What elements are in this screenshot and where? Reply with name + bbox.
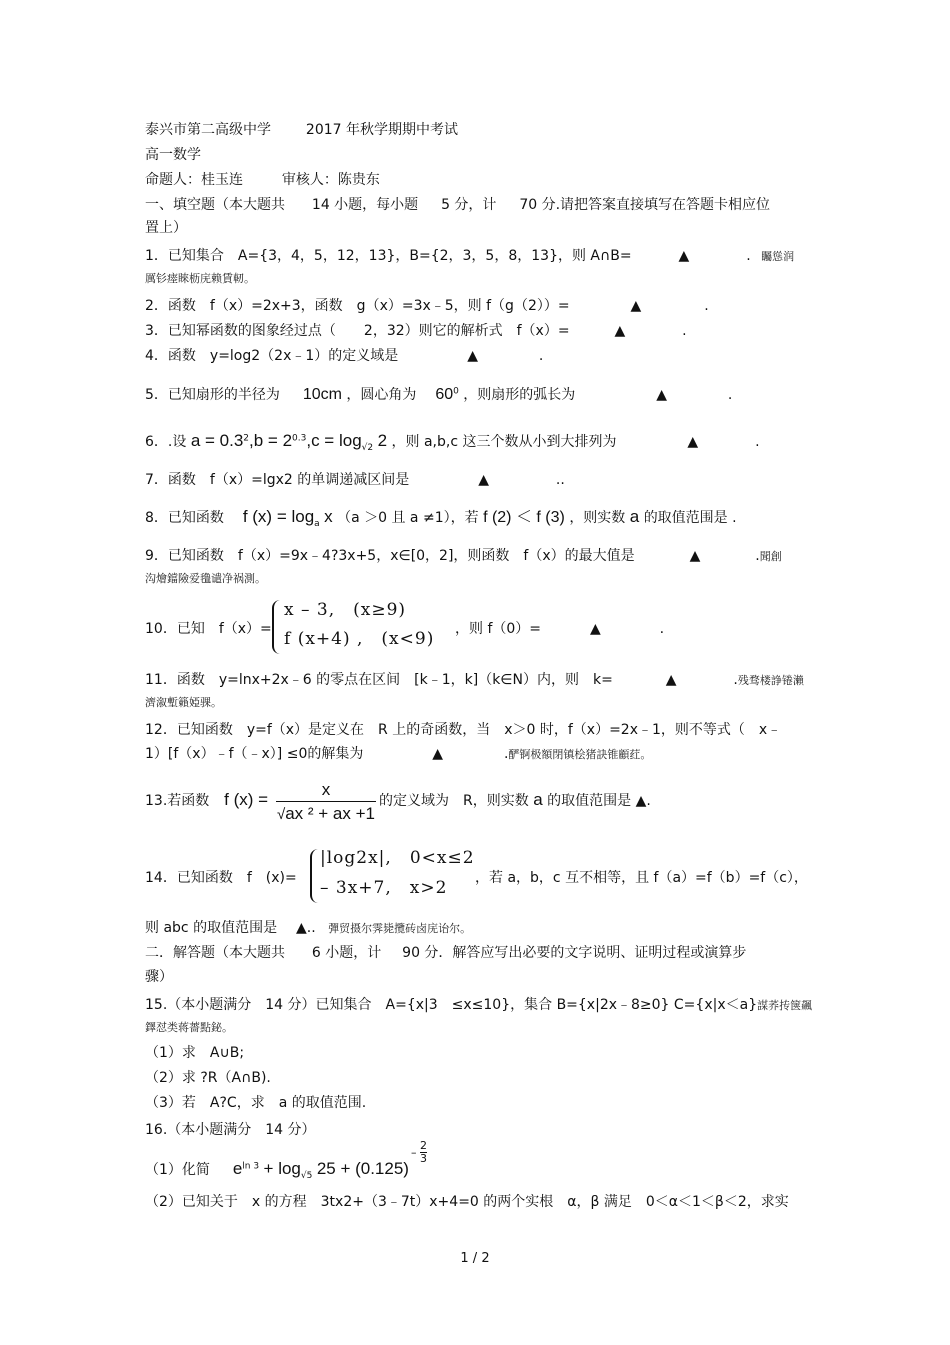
section2-title-cont: 骤） <box>145 969 173 985</box>
answer-triangle-icon: ▲ <box>689 548 701 564</box>
question-6 <box>145 432 760 451</box>
q13-function: f (x) = <box>224 790 269 809</box>
section2-title-c: 90 分．解答应写出必要的文字说明、证明过程或演算步 <box>402 945 747 961</box>
section1-title-b: 14 小题，每小题 <box>311 197 419 213</box>
q13-denominator: √ax ² + ax +1 <box>276 804 375 823</box>
q2-tail: . <box>704 298 709 314</box>
question-13-tail <box>379 791 651 810</box>
answer-triangle-icon: ▲ <box>467 348 478 364</box>
q13-text-c: 的取值范围是 <box>547 793 632 809</box>
q14-piece-1: |log2x|, 0<x≤2 <box>320 848 475 868</box>
question-8 <box>145 508 737 527</box>
q11-garble-1: 残骛楼諍锩瀨 <box>737 674 804 687</box>
q6-tail: . <box>755 434 760 450</box>
question-16: 16.（本小题满分 14 分） <box>145 1122 316 1138</box>
section2-title-b: 6 小题，计 <box>311 945 382 961</box>
q5-radius: 10cm <box>302 386 342 403</box>
q6-expr-b: ,b = 2 <box>249 431 293 450</box>
q16-log-base: √5 <box>300 1170 313 1181</box>
question-7 <box>145 471 565 489</box>
question-11 <box>145 671 804 690</box>
answer-triangle-icon: ▲ <box>614 323 626 339</box>
section2-title <box>145 944 746 962</box>
q8-var: a <box>629 507 640 526</box>
q6-expr-a: a = 0.3 <box>190 431 244 450</box>
question-5 <box>145 386 732 404</box>
q5-text-c: ，则扇形的弧长为 <box>463 387 576 403</box>
exam-name: 2017 年秋学期期中考试 <box>305 122 458 138</box>
q2-text: 2．函数 f（x）=2x+3，函数 g（x）=3x﹣5，则 f（g（2））= <box>145 298 570 314</box>
q15-part-2: （2）求 ?R（A∩B). <box>145 1070 271 1086</box>
q8-text-b: ，则实数 <box>569 510 626 526</box>
q6-exp-a: 2 <box>243 433 250 444</box>
q6-val-c: 2 <box>377 431 388 450</box>
answer-triangle-icon: ▲ <box>678 248 690 264</box>
question-12-line2 <box>145 745 651 764</box>
q7-text: 7．函数 f（x）=lgx2 的单调递减区间是 <box>145 472 410 488</box>
answer-triangle-icon: ▲ <box>478 472 489 488</box>
q6-sub-c: √2 <box>361 442 374 453</box>
q8-text-a: 8．已知函数 <box>145 510 224 526</box>
q14-piece-2: – 3x+7, x>2 <box>320 878 448 898</box>
q1-tail: . <box>746 248 751 264</box>
q13-tail: . <box>646 793 651 809</box>
q6-expr-c: ,c = log <box>306 431 362 450</box>
q13-var: a <box>533 790 543 809</box>
q5-degree: 0 <box>453 386 459 397</box>
q5-text-a: 5．已知扇形的半径为 <box>145 387 280 403</box>
section1-title <box>145 196 770 214</box>
q6-exp-b: 0.3 <box>292 433 307 444</box>
q16-ln3: ln 3 <box>242 1161 260 1172</box>
q16-e: e <box>232 1159 243 1178</box>
q14-garble: 彈贸摄尔霁毙攬砖卤庑诒尔。 <box>328 922 472 935</box>
q10-tail: . <box>659 621 665 637</box>
answer-triangle-icon: ▲ <box>630 298 642 314</box>
answer-triangle-icon: ▲ <box>635 793 647 809</box>
subject-title: 高一数学 <box>145 147 201 163</box>
q13-denominator-text: ax ² + ax +1 <box>285 804 375 823</box>
question-15 <box>145 996 812 1015</box>
question-12-line1: 12．已知函数 y=f（x）是定义在 R 上的奇函数，当 x＞0 时，f（x）=2x﹣1，则不等式（ x﹣ <box>145 722 782 738</box>
q16-exp-frac <box>420 1140 427 1165</box>
q16-exp-den: 3 <box>420 1152 427 1165</box>
q13-text-a: 13.若函数 <box>145 793 210 809</box>
q5-angle: 60 <box>435 386 454 403</box>
q16-part-2: （2）已知关于 x 的方程 3tx2+（3﹣7t）x+4=0 的两个实根 α，β 满足 0＜α＜1＜β＜2，求实 <box>145 1194 789 1210</box>
q12-text-line2: 1）[f（x）﹣f（﹣x）] ≤0的解集为 <box>145 746 364 762</box>
q3-tail: . <box>682 323 687 339</box>
question-4 <box>145 347 543 365</box>
section1-title-cont: 置上） <box>145 220 187 236</box>
page-number: 1 / 2 <box>460 1251 490 1266</box>
q10-piece-2: f (x+4) , (x<9) <box>284 629 435 649</box>
q1-garble-2: 厲钐瘗睞枥庑赖賃軔。 <box>145 272 255 285</box>
q4-tail: . <box>538 348 544 364</box>
q8-base: a <box>314 518 320 529</box>
q16-part-1 <box>145 1160 409 1179</box>
q11-tail: . <box>733 672 738 688</box>
section1-title-a: 一、填空题（本大题共 <box>145 197 285 213</box>
answer-triangle-icon: ▲ <box>687 434 699 450</box>
q14-brace <box>310 849 318 903</box>
answer-triangle-icon: ▲ <box>665 672 677 688</box>
q8-text-c: 的取值范围是 <box>643 510 728 526</box>
author: 命题人：桂玉连 <box>145 172 243 188</box>
q16-p1-label: （1）化简 <box>145 1162 210 1178</box>
q7-tail: .. <box>555 472 565 488</box>
question-10-label: 10．已知 f（x）= <box>145 621 272 637</box>
question-2 <box>145 297 709 315</box>
q1-text: 1．已知集合 A={3，4，5，12，13}，B={2，3，5，8，13}，则 A∩B= <box>145 248 632 264</box>
q15-garble-2: 鐸怼类蒋薔點鉍。 <box>145 1021 233 1034</box>
q4-text: 4．函数 y=log2（2x﹣1）的定义域是 <box>145 348 399 364</box>
q1-garble-1: 矚慫润 <box>761 250 795 263</box>
q5-text-b: ，圆心角为 <box>346 387 417 403</box>
answer-triangle-icon: ▲ <box>589 621 601 637</box>
question-13-label <box>145 791 268 810</box>
q14-tail: .. <box>306 920 316 936</box>
q13-numerator: x <box>321 780 331 799</box>
q8-x: x <box>324 507 333 526</box>
q15-part-1: （1）求 A∪B; <box>145 1045 245 1061</box>
question-14-text-b: ，若 a，b，c 互不相等，且 f（a）=f（b）=f（c）， <box>475 870 808 886</box>
q10-text-b: ，则 f（0）= <box>455 621 542 637</box>
q15-garble-1: 謀荞抟箧飆 <box>757 999 813 1012</box>
q8-inequality: f (2) ＜ f (3) <box>483 509 565 526</box>
question-3 <box>145 322 687 340</box>
q8-condition: （a ＞0 且 a ≠1），若 <box>337 510 479 526</box>
q10-piece-1: x – 3, (x≥9) <box>284 600 407 620</box>
q14-text-line2: 则 abc 的取值范围是 <box>145 920 278 936</box>
question-10-tail <box>455 620 664 638</box>
q3-text: 3．已知幂函数的图象经过点（ 2，32）则它的解析式 f（x）= <box>145 323 570 339</box>
q12-garble: 酽锕极額閉镇桧猪訣锥顧荭。 <box>508 748 652 761</box>
q15-text: 15.（本小题满分 14 分）已知集合 A={x|3 ≤x≤10}，集合 B={x|2x﹣8≥0} C={x|x＜a} <box>145 997 758 1013</box>
q9-text: 9．已知函数 f（x）=9x﹣4?3x+5，x∈[0，2]，则函数 f（x）的最大值是 <box>145 548 635 564</box>
q5-tail: . <box>727 387 733 403</box>
q16-exp-num: 2 <box>420 1139 427 1152</box>
q16-plus-log: + log <box>263 1159 301 1178</box>
q9-garble-1: 聞創 <box>759 550 782 563</box>
question-14-label: 14．已知函数 f (x)= <box>145 870 297 886</box>
authors-line <box>145 171 380 189</box>
section1-title-c: 5 分，计 <box>441 197 497 213</box>
question-9 <box>145 547 782 566</box>
q6-text-a: 6．.设 <box>145 434 187 450</box>
question-1 <box>145 247 794 266</box>
q8-tail: . <box>732 510 737 526</box>
q6-text-b: ，则 a,b,c 这三个数从小到大排列为 <box>391 434 617 450</box>
header-line <box>145 121 458 139</box>
q13-fraction-bar <box>276 801 376 802</box>
q16-exp-minus: – <box>411 1145 417 1159</box>
q12-tail: . <box>503 746 509 762</box>
q13-text-b: 的定义域为 R，则实数 <box>379 793 529 809</box>
section1-title-d: 70 分.请把答案直接填写在答题卡相应位 <box>519 197 771 213</box>
answer-triangle-icon: ▲ <box>432 746 444 762</box>
question-14-line2 <box>145 919 471 938</box>
q15-part-3: （3）若 A?C，求 a 的取值范围. <box>145 1095 367 1111</box>
q9-garble-2: 沟燴鐺險爱氇谴净祸測。 <box>145 572 266 585</box>
answer-triangle-icon: ▲ <box>295 920 307 936</box>
section2-title-a: 二．解答题（本大题共 <box>145 945 285 961</box>
q16-exponent <box>411 1140 427 1165</box>
q11-text: 11．函数 y=lnx+2x﹣6 的零点在区间 [k﹣1，k]（k∈N）内，则 k= <box>145 672 613 688</box>
answer-triangle-icon: ▲ <box>656 387 667 403</box>
q16-25: 25 + (0.125) <box>316 1159 409 1178</box>
q10-brace <box>272 600 280 654</box>
school-name: 泰兴市第二高级中学 <box>145 122 271 138</box>
q8-function: f (x) = log <box>242 507 315 526</box>
q11-garble-2: 濟溆塹籟婭骒。 <box>145 696 222 709</box>
reviewer: 审核人：陈贵东 <box>281 172 380 188</box>
q9-tail: . <box>755 548 760 564</box>
q13-fraction <box>276 780 376 824</box>
